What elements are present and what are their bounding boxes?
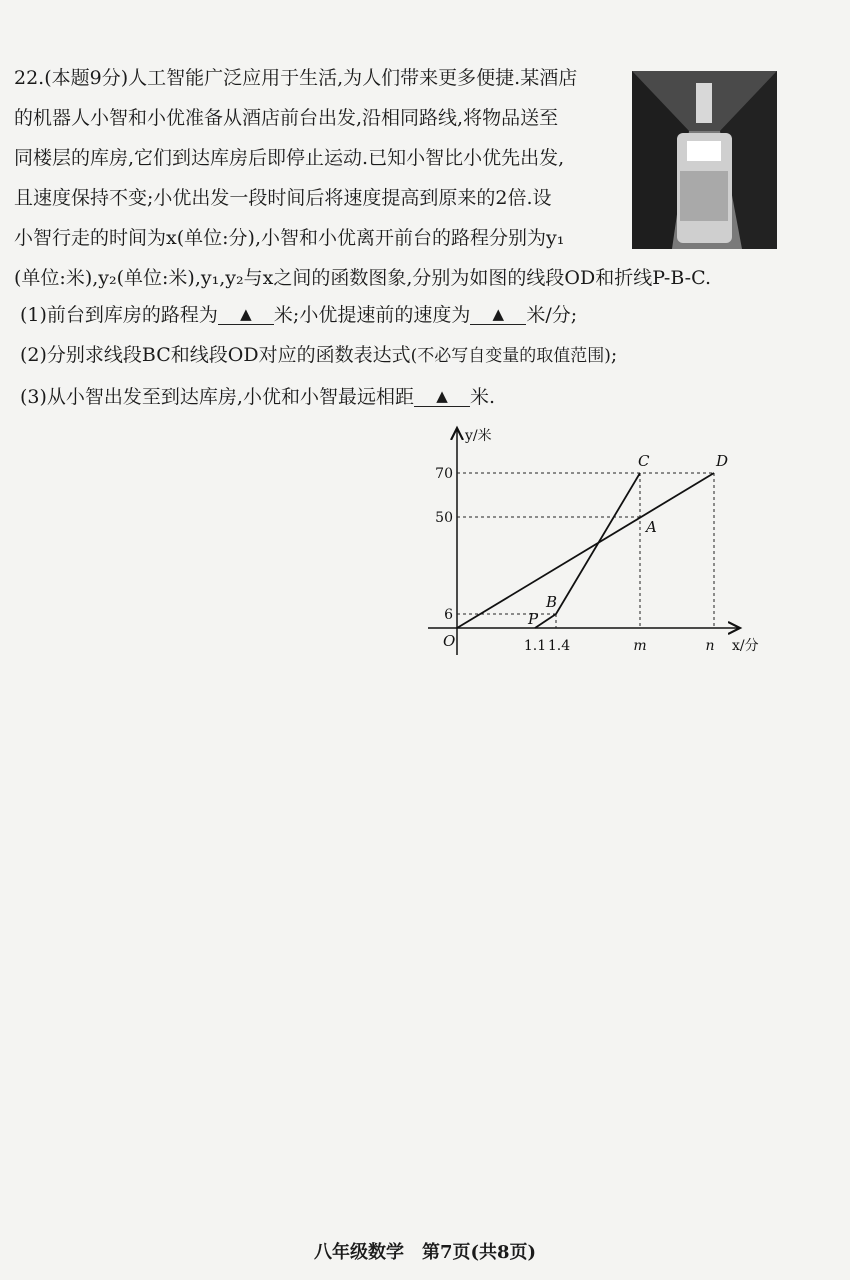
label-a: A — [646, 518, 657, 536]
answer-blank-speed: ▲ — [470, 302, 526, 325]
x-tick-1.4: 1.4 — [547, 638, 571, 654]
label-p: P — [528, 610, 539, 628]
label-c: C — [638, 452, 650, 470]
y-axis-label: y/米 — [465, 428, 492, 444]
label-o: O — [443, 632, 456, 650]
problem-line-2: 的机器人小智和小优准备从酒店前台出发,沿相同路线,将物品送至 — [14, 107, 559, 129]
page-footer: 八年级数学 第7页(共8页) — [313, 1242, 537, 1263]
problem-line-5: 小智行走的时间为x(单位:分),小智和小优离开前台的路程分别为y₁ — [14, 227, 565, 249]
problem-line-6: (单位:米),y₂(单位:米),y₁,y₂与x之间的函数图象,分别为如图的线段OD和折线P-B-C. — [14, 267, 711, 289]
question-1: (1)前台到库房的路程为 ▲ 米;小优提速前的速度为 ▲ 米/分; — [20, 304, 578, 326]
y-tick-6: 6 — [444, 607, 453, 623]
problem-number: 22. — [14, 67, 45, 89]
x-axis-label: x/分 — [732, 638, 759, 654]
answer-blank-max-distance: ▲ — [414, 384, 470, 407]
x-tick-1.1: 1.1 — [523, 638, 547, 654]
question-3: (3)从小智出发至到达库房,小优和小智最远相距 ▲ 米. — [20, 386, 496, 408]
problem-line-3: 同楼层的库房,它们到达库房后即停止运动.已知小智比小优先出发, — [14, 147, 565, 169]
x-tick-m: m — [633, 638, 647, 654]
x-tick-n: n — [705, 638, 715, 654]
y-tick-70: 70 — [435, 466, 453, 482]
answer-blank-distance: ▲ — [218, 302, 274, 325]
y-tick-50: 50 — [435, 510, 453, 526]
label-d: D — [716, 452, 729, 470]
label-b: B — [546, 593, 558, 611]
segment-od — [457, 473, 714, 628]
problem-line-4: 且速度保持不变;小优出发一段时间后将速度提高到原来的2倍.设 — [14, 187, 552, 209]
problem-line-1: (本题9分)人工智能广泛应用于生活,为人们带来更多便捷.某酒店 — [44, 67, 578, 89]
question-2: (2)分别求线段BC和线段OD对应的函数表达式(不必写自变量的取值范围); — [20, 344, 618, 366]
